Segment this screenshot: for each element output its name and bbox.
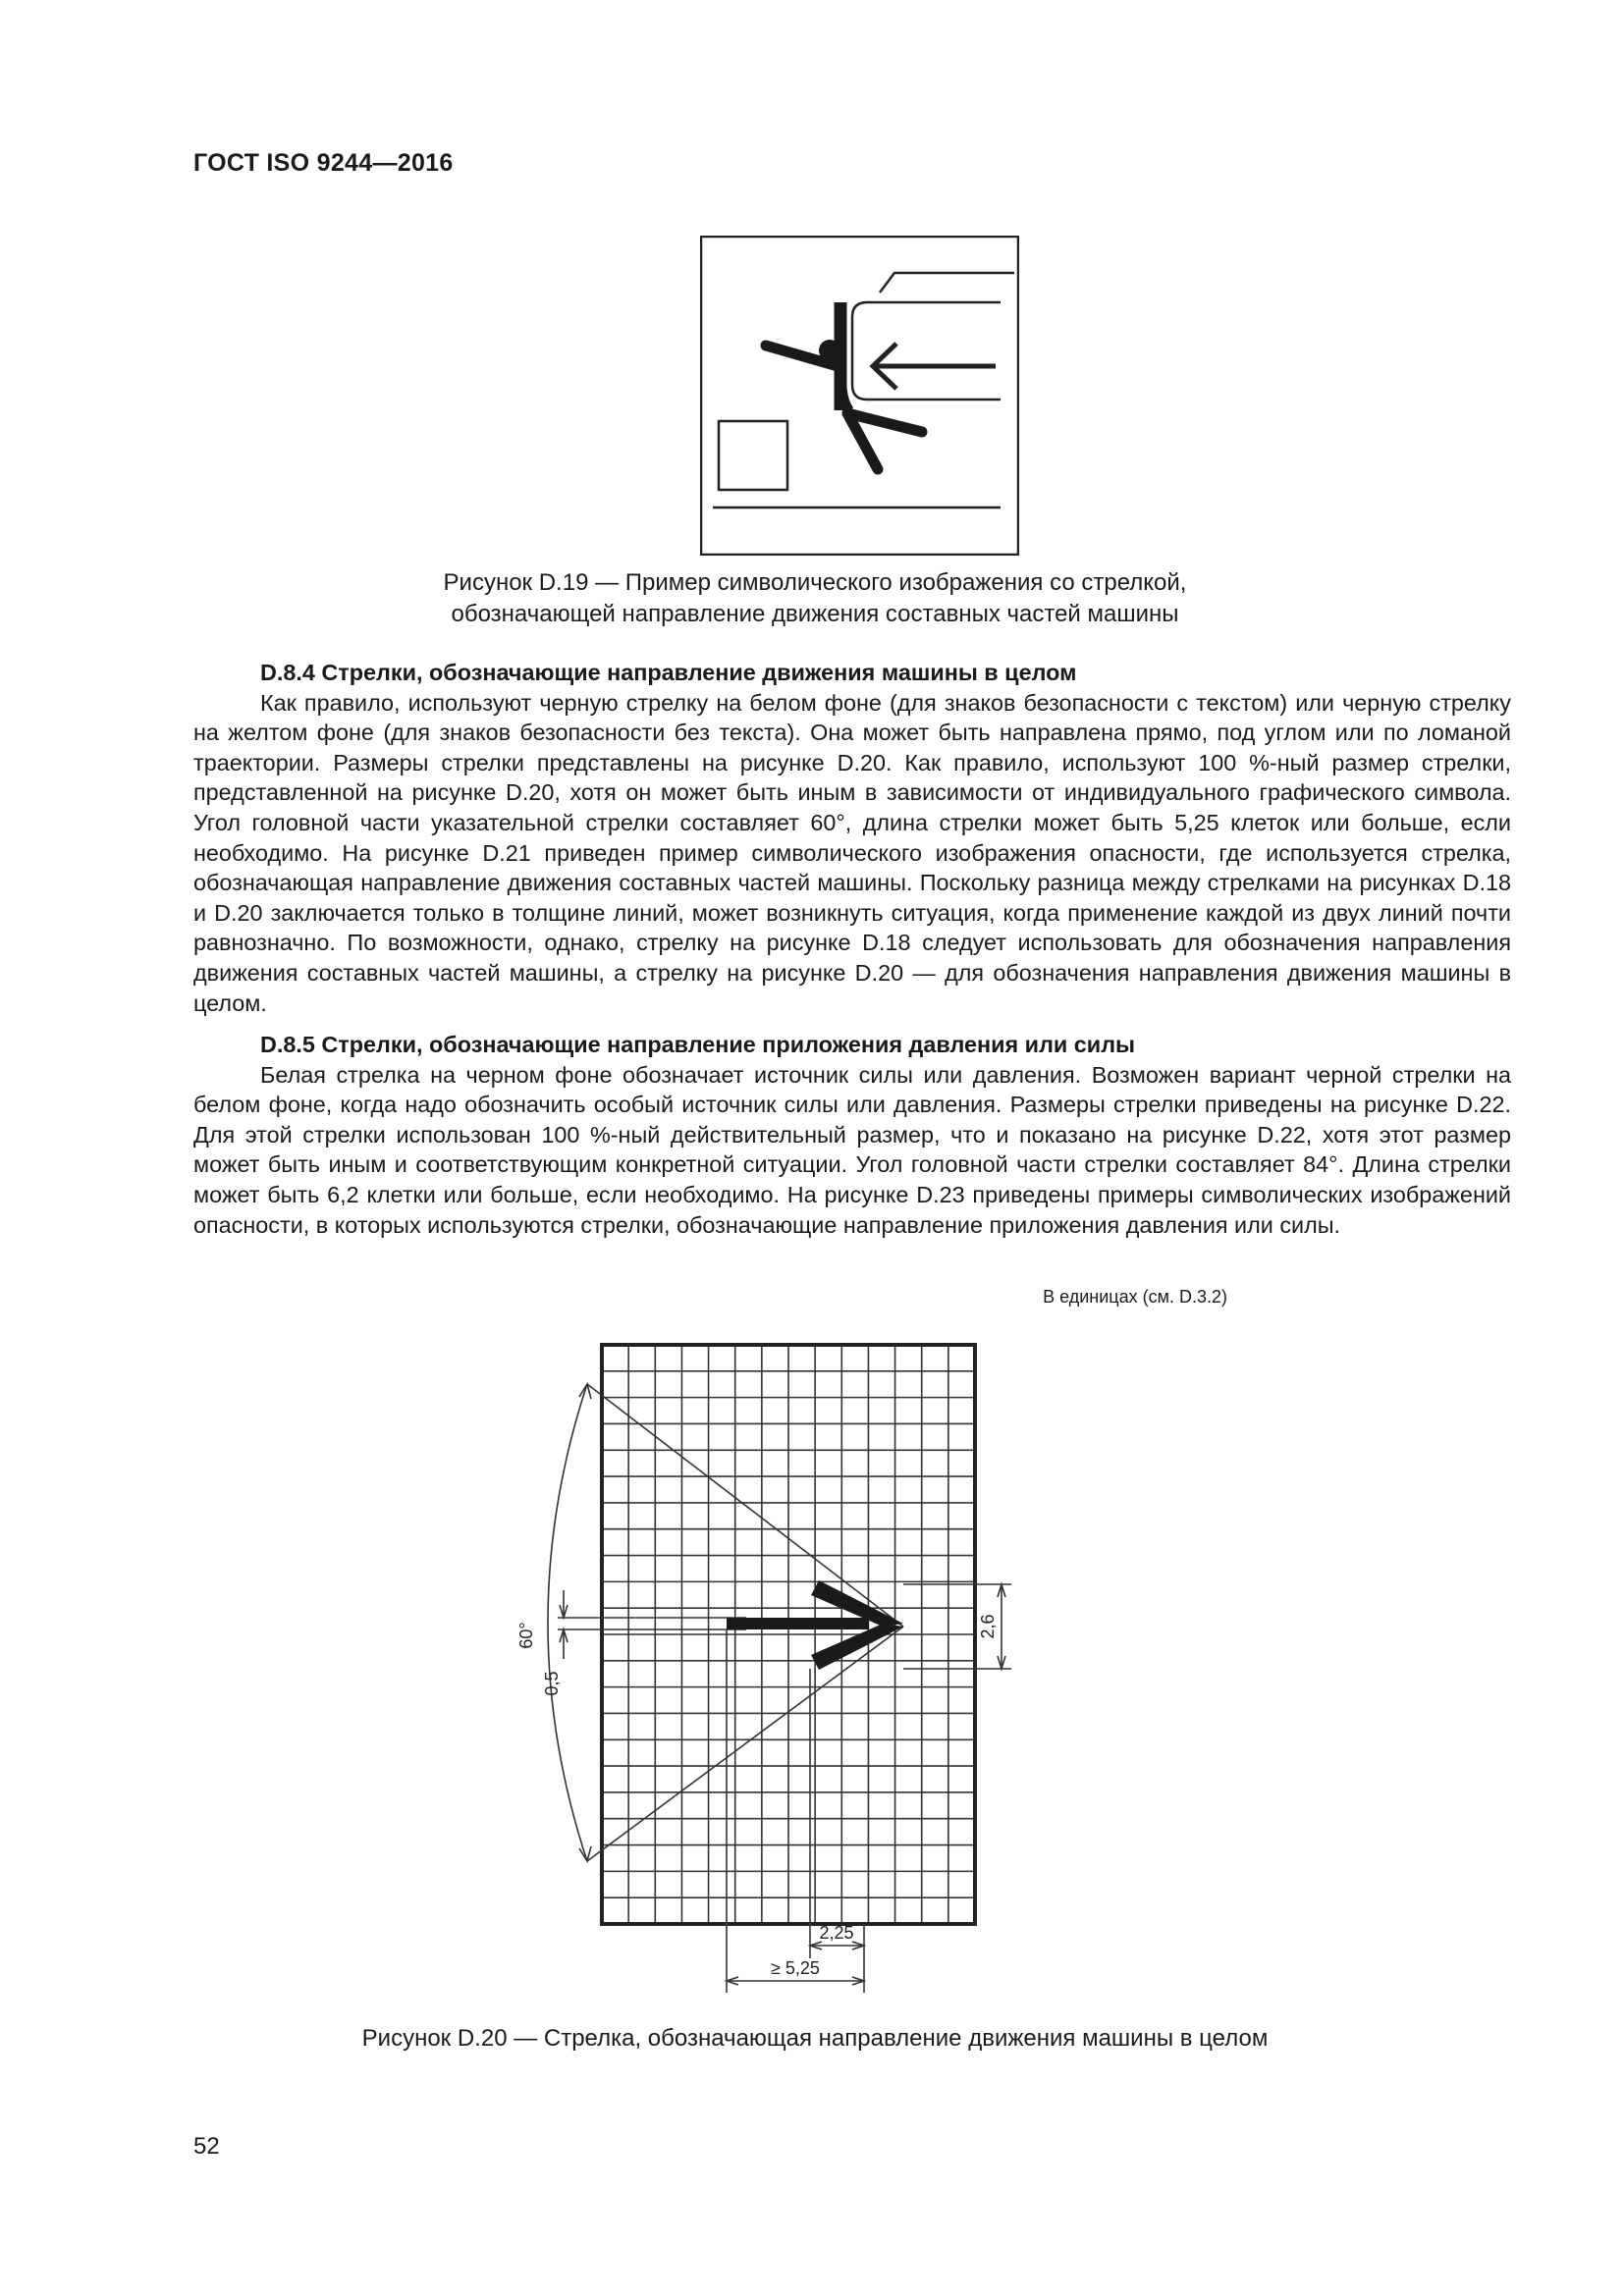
units-note: В единицах (см. D.3.2) [1043,1287,1227,1307]
document-header: ГОСТ ISO 9244—2016 [193,149,454,177]
head-height-label: 2,6 [978,1614,998,1639]
grid [602,1345,975,1924]
section-d84-heading: D.8.4 Стрелки, обозначающие направление движения машины в целом [260,660,1077,685]
arrow-length-dimension [727,1977,864,1985]
figure-d19-pictogram [700,236,1019,556]
section-d84-body: Как правило, используют черную стрелку на белом фоне (для знаков безопасности с текстом) или черную стрелку на желтом фоне (для знаков безопасности без текста). Она может быть направлена прямо, под углом или по ломаной траектории. Размеры стрелки представлены на рисунке D.20. Как правило, используют 100 %-ный размер стрелки, представленной на рисунке D.20, хотя он может быть иным в зависимости от индивидуального графического символа. Угол головной части указательной стрелки составляет 60°, длина стрелки может быть 5,25 клеток или больше, если необходимо. На рисунке D.21 приведен пример символического изображения опасности, где используется стрелка, обозначающая направление движения составных частей машины. Поскольку разница между стрелками на рисунках D.18 и D.20 заключается только в толщине линий, может возникнуть ситуация, когда применение каждой из двух линий почти равнозначно. По возможности, однако, стрелку на рисунке D.18 следует использовать для обозначения направления движения составных частей машины, а стрелку на рисунке D.20 — для обозначения направления движения машины в целом. [193,689,1511,1016]
arrow-length-label: ≥ 5,25 [771,1958,820,1978]
section-d84 [193,658,1511,1018]
section-d85-heading: D.8.5 Стрелки, обозначающие направление приложения давления или силы [260,1032,1136,1057]
thickness-dimension [558,1590,746,1659]
fixed-block [719,421,787,490]
page-number: 52 [193,2133,220,2160]
figure-d19-caption-line2: обозначающей направление движения составных частей машины [451,601,1179,627]
head-length-label: 2,25 [819,1923,854,1943]
figure-d19-caption-line1: Рисунок D.19 — Пример символического изображения со стрелкой, [443,569,1187,596]
figure-d20-arrow-grid [471,1306,1257,2022]
section-d85 [193,1030,1511,1240]
section-d85-body: Белая стрелка на черном фоне обозначает источник силы или давления. Возможен вариант черной стрелки на белом фоне, когда надо обозначить особый источник силы или давления. Размеры стрелки приведены на рисунке D.22. Для этой стрелки использован 100 %-ный действительный размер, что и показано на рисунке D.22, хотя этот размер может быть иным и соответствующим конкретной ситуации. Угол головной части стрелки составляет 84°. Длина стрелки может быть 6,2 клетки или больше, если необходимо. На рисунке D.23 приведены примеры символических изображений опасности, в которых используются стрелки, обозначающие направление приложения давления или силы. [193,1061,1511,1238]
head-length-dimension [810,1942,864,1949]
figure-d19-caption [324,567,1306,630]
direction-arrow [727,1580,903,1670]
angle-label: 60° [516,1622,536,1649]
figure-d20-caption: Рисунок D.20 — Стрелка, обозначающая направление движения машины в целом [361,2025,1269,2052]
thickness-label: 0,5 [542,1671,562,1696]
